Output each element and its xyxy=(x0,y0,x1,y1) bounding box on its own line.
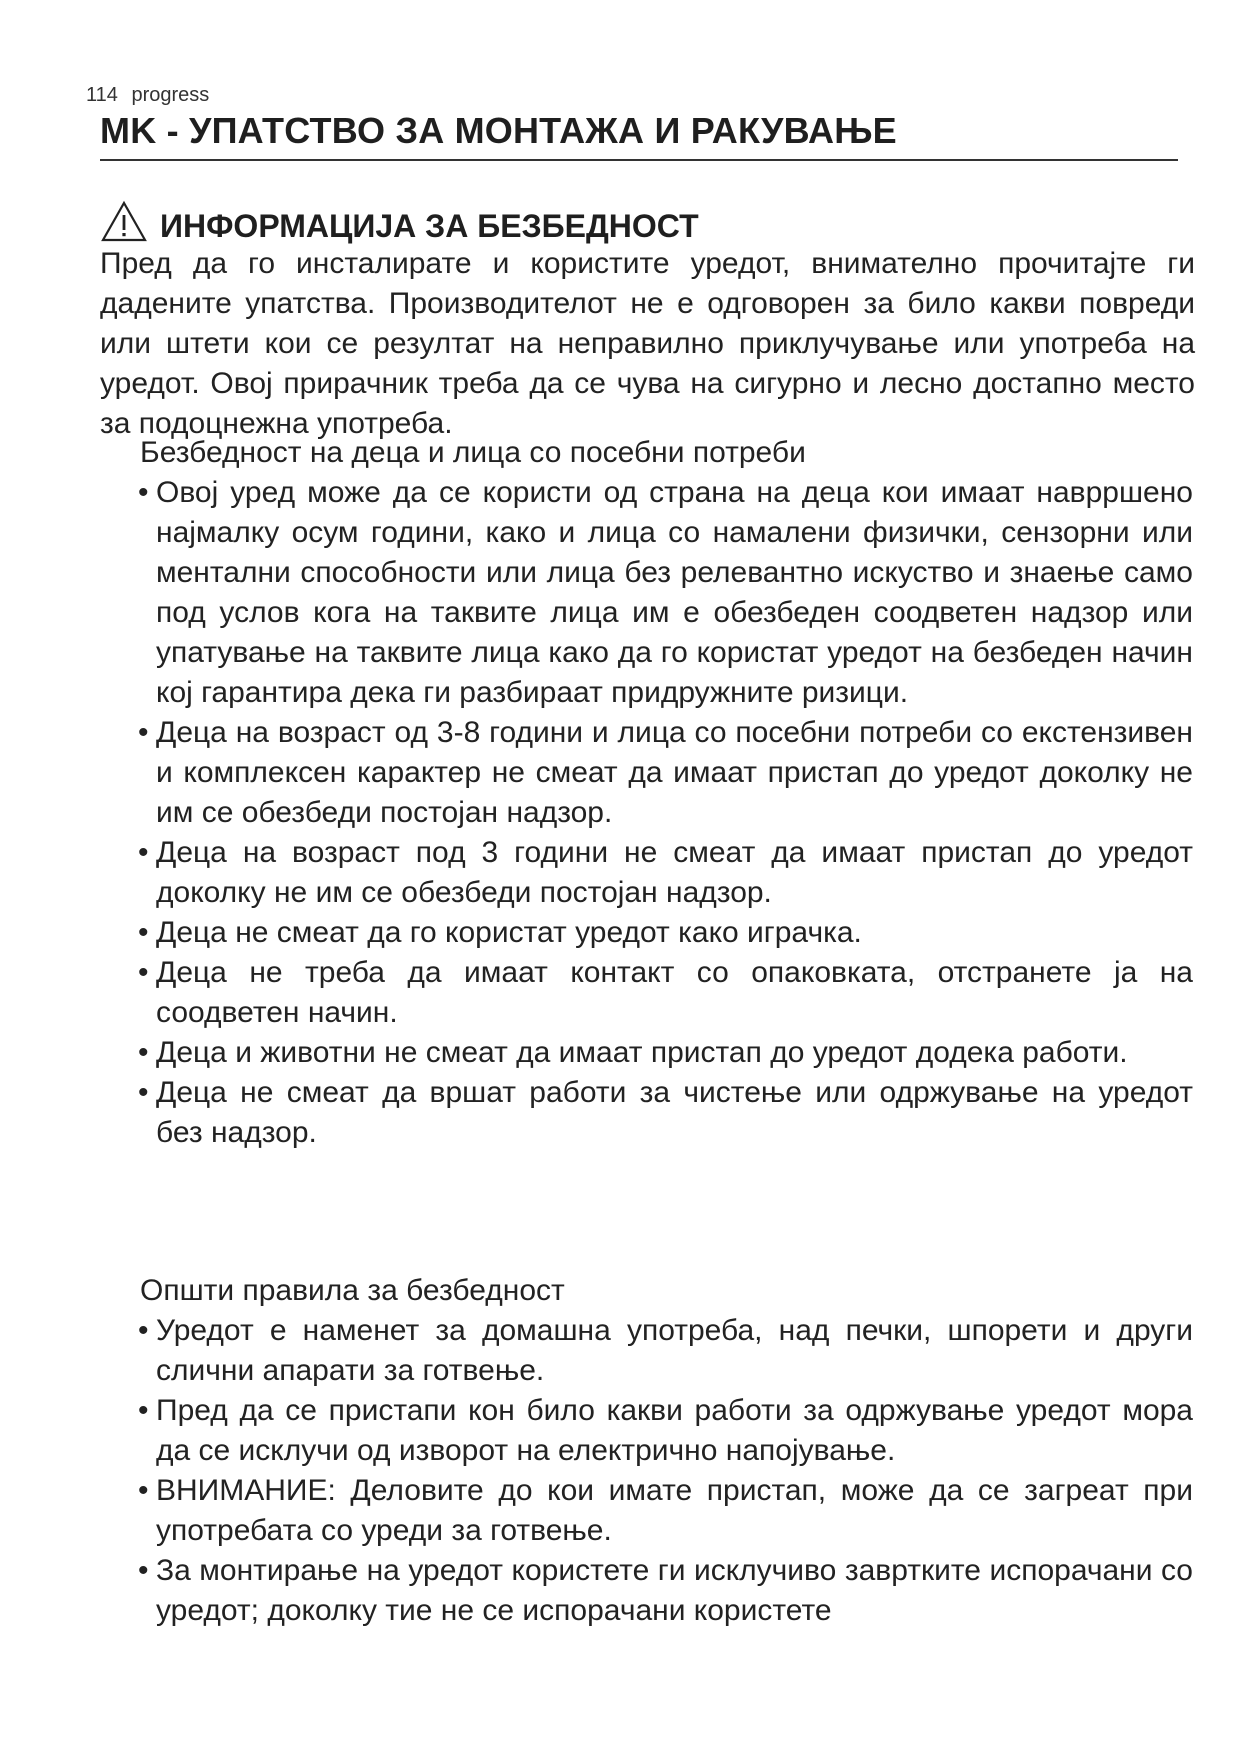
page-title: MK - УПАТСТВО ЗА МОНТАЖА И РАКУВАЊЕ xyxy=(100,110,897,151)
intro-paragraph: Пред да го инсталирате и користите уредот, внимателно прочитајте ги дадените упатства. Производителот не е одговорен за било какви повреди или штети кои се резултат на неправилно приклучување или употреба на уредот. Овој прирачник треба да се чува на сигурно и лесно достапно место за подоцнежна употреба. xyxy=(100,247,1195,440)
section-heading-text: ИНФОРМАЦИЈА ЗА БЕЗБЕДНОСТ xyxy=(160,207,699,244)
list-item: • Деца не треба да имаат контакт со опаковката, отстранете ја на соодветен начин. xyxy=(140,953,1193,1033)
list-item: • Деца на возраст од 3-8 години и лица со посебни потреби со екстензивен и комплексен карактер не смеат да имаат пристап до уредот доколку не им се обезбеди постојан надзор. xyxy=(140,713,1193,833)
section-heading xyxy=(100,200,699,244)
children-safety-list xyxy=(140,473,1193,1153)
list-item: • Деца не смеат да го користат уредот како играчка. xyxy=(140,913,1193,953)
children-safety-heading: Безбедност на деца и лица со посебни потреби xyxy=(140,436,806,469)
list-item: • Деца не смеат да вршат работи за чистење или одржување на уредот без надзор. xyxy=(140,1073,1193,1153)
brand-name: progress xyxy=(131,84,210,106)
list-item: • Уредот е наменет за домашна употреба, над печки, шпорети и други слични апарати за готвење. xyxy=(140,1311,1193,1391)
list-item: • ВНИМАНИЕ: Деловите до кои имате пристап, може да се загреат при употребата со уреди за готвење. xyxy=(140,1471,1193,1551)
page-number: 114 xyxy=(86,84,118,106)
title-divider xyxy=(100,159,1178,161)
list-item: • Деца и животни не смеат да имаат пристап до уредот додека работи. xyxy=(140,1033,1193,1073)
warning-triangle-icon xyxy=(100,200,148,244)
list-item: • Овој уред може да се користи од страна на деца кои имаат наврршено најмалку осум години, како и лица со намалени физички, сензорни или ментални способности или лица без релевантно искуство и знаење само под услов кога на таквите лица им е обезбеден соодветен надзор или упатување на таквите лица како да го користат уредот на безбеден начин кој гарантира дека ги разбираат придружните ризици. xyxy=(140,473,1193,713)
list-item: • Деца на возраст под 3 години не смеат да имаат пристап до уредот доколку не им се обезбеди постојан надзор. xyxy=(140,833,1193,913)
general-safety-list xyxy=(140,1311,1193,1631)
page-header xyxy=(86,84,209,107)
list-item: • За монтирање на уредот користете ги исклучиво завртките испорачани со уредот; доколку тие не се испорачани користете xyxy=(140,1551,1193,1631)
list-item: • Пред да се пристапи кон било какви работи за одржување уредот мора да се исклучи од изворот на електрично напојување. xyxy=(140,1391,1193,1471)
general-safety-heading: Општи правила за безбедност xyxy=(140,1274,565,1307)
